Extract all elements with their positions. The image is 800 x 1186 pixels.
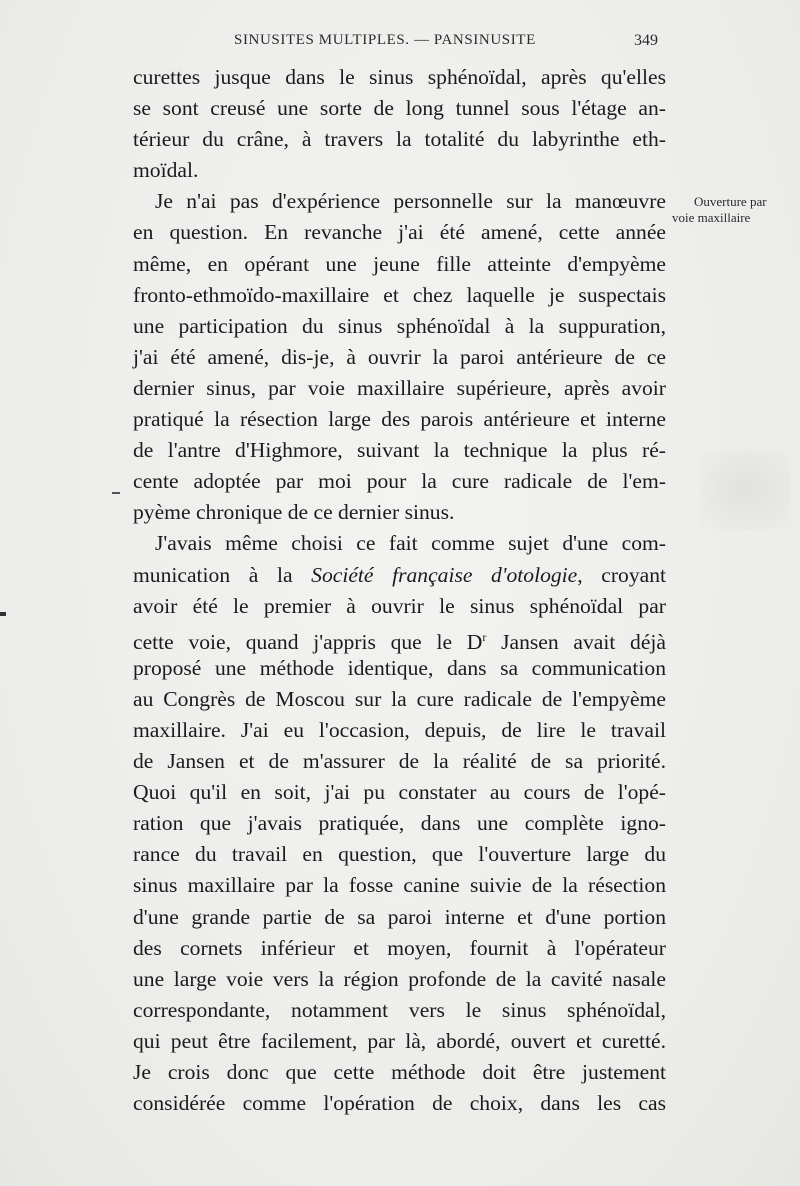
text-line: considérée comme l'opération de choix, dans les cas <box>133 1091 666 1116</box>
text-line: Je n'ai pas d'expérience personnelle sur la manœuvre <box>155 189 666 214</box>
text-line: sinus maxillaire par la fosse canine suivie de la résection <box>133 873 666 898</box>
text-line: pratiqué la résection large des parois antérieure et interne <box>133 407 666 432</box>
text-line: une participation du sinus sphénoïdal à la suppuration, <box>133 313 666 338</box>
body-text <box>133 62 666 1119</box>
text-line: j'ai été amené, dis-je, à ouvrir la paroi antérieure de ce <box>133 344 666 369</box>
text-line: cente adoptée par moi pour la cure radicale de l'em- <box>133 469 666 494</box>
text-line: même, en opérant une jeune fille atteinte d'empyème <box>133 251 666 276</box>
text-segment: munication à la <box>133 562 312 587</box>
text-line: Quoi qu'il en soit, j'ai pu constater au cours de l'opé- <box>133 780 666 805</box>
text-line: une large voie vers la région profonde de la cavité nasale <box>133 966 666 991</box>
text-line: correspondante, notamment vers le sinus sphénoïdal, <box>133 997 666 1022</box>
running-head: SINUSITES MULTIPLES. — PANSINUSITE <box>234 32 536 48</box>
text-line: de l'antre d'Highmore, suivant la technique la plus ré- <box>133 438 666 463</box>
superscript: r <box>482 629 487 644</box>
margin-note-line-1: Ouverture par <box>694 194 767 209</box>
page-number: 349 <box>634 32 658 49</box>
text-line: dernier sinus, par voie maxillaire supérieure, après avoir <box>133 375 666 400</box>
margin-note <box>672 194 800 226</box>
text-line: d'une grande partie de sa paroi interne et d'une portion <box>133 904 666 929</box>
paper-stain <box>700 450 790 530</box>
text-line: térieur du crâne, à travers la totalité du labyrinthe eth- <box>133 127 666 152</box>
print-mark <box>112 492 120 494</box>
margin-note-line-2: voie maxillaire <box>672 210 751 225</box>
text-line: J'avais même choisi ce fait comme sujet d'une com- <box>155 531 666 556</box>
italic-title: Société française d'otologie <box>311 562 578 587</box>
text-segment: Jansen avait déjà <box>486 629 666 654</box>
text-segment: cette voie, quand j'appris que le D <box>133 629 483 654</box>
text-line: curettes jusque dans le sinus sphénoïdal, après qu'elles <box>133 65 666 89</box>
text-line: Je crois donc que cette méthode doit être justement <box>133 1060 666 1084</box>
text-line: se sont creusé une sorte de long tunnel sous l'étage an- <box>133 96 666 121</box>
text-line: maxillaire. J'ai eu l'occasion, depuis, de lire le travail <box>133 717 666 742</box>
text-line: de Jansen et de m'assurer de la réalité de sa priorité. <box>133 749 666 774</box>
text-line: en question. En revanche j'ai été amené, cette année <box>133 220 666 245</box>
text-line: ration que j'avais pratiquée, dans une complète igno- <box>133 811 666 836</box>
text-line <box>133 622 666 653</box>
text-line: qui peut être facilement, par là, abordé, ouvert et curetté. <box>133 1028 666 1053</box>
print-mark <box>0 612 6 616</box>
text-line: rance du travail en question, que l'ouverture large du <box>133 842 666 867</box>
text-line: au Congrès de Moscou sur la cure radicale de l'empyème <box>133 686 666 711</box>
text-line: fronto-ethmoïdo-maxillaire et chez laquelle je suspectais <box>133 282 666 307</box>
text-line: moïdal. <box>133 158 199 183</box>
text-segment: , croyant <box>577 562 667 587</box>
text-line <box>133 560 666 591</box>
text-line: des cornets inférieur et moyen, fournit à l'opérateur <box>133 935 666 960</box>
text-line: avoir été le premier à ouvrir le sinus sphénoïdal par <box>133 593 666 618</box>
text-line: proposé une méthode identique, dans sa communication <box>133 655 666 680</box>
text-line: pyème chronique de ce dernier sinus. <box>133 500 455 525</box>
